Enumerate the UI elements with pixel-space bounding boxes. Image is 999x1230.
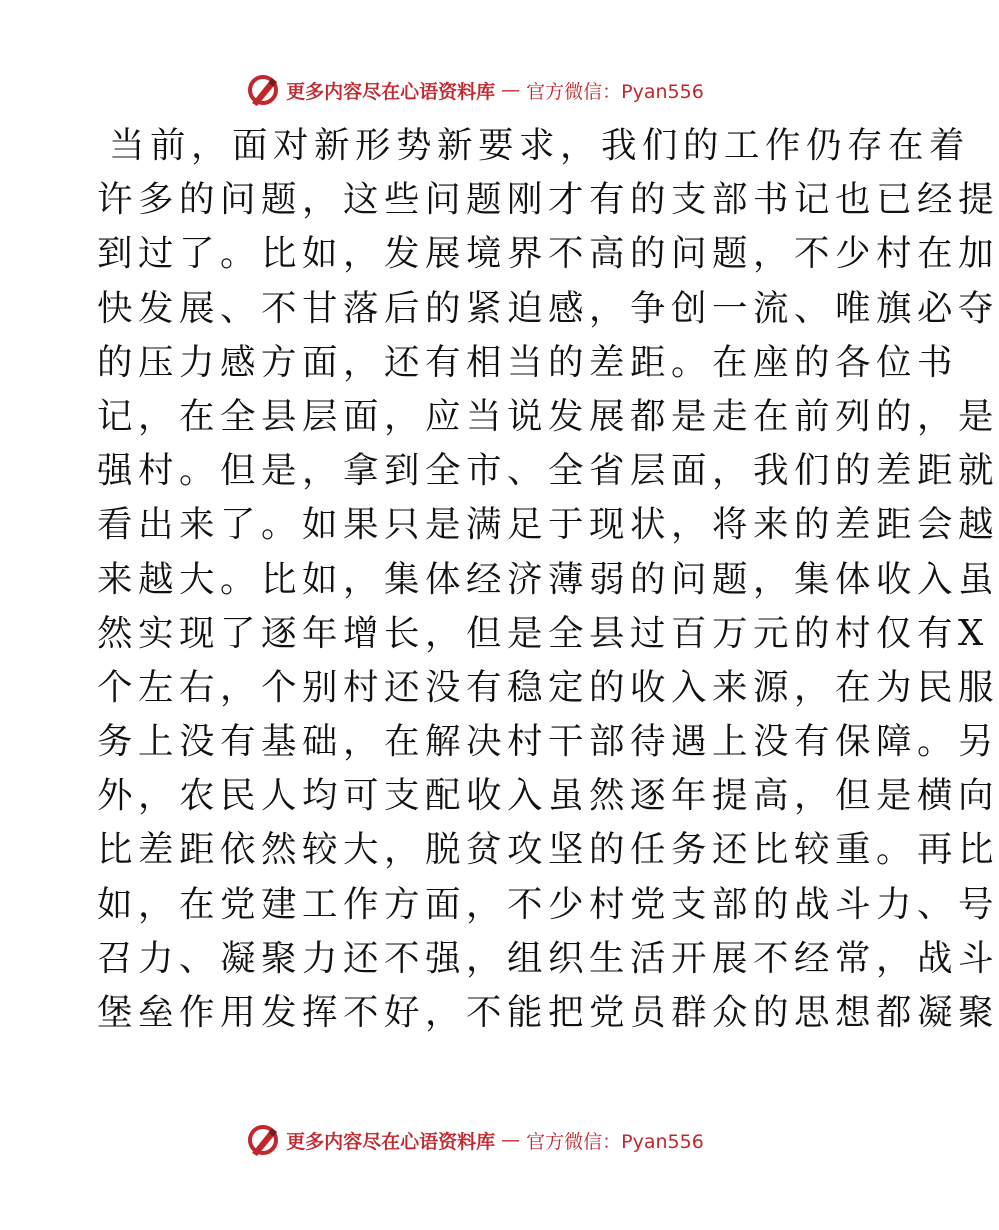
banner-contact: 官方微信：Pyan556 bbox=[526, 80, 704, 103]
body-line: 当前，面对新形势新要求，我们的工作仍存在着 bbox=[109, 125, 971, 166]
body-line: 的压力感方面，还有相当的差距。在座的各位书 bbox=[97, 341, 959, 383]
body-line: 快发展、不甘落后的紧迫感，争创一流、唯旗必夺 bbox=[97, 287, 999, 329]
body-line: 如，在党建工作方面，不少村党支部的战斗力、号 bbox=[97, 883, 999, 925]
body-line: 然实现了逐年增长，但是全县过百万元的村仅有X bbox=[97, 612, 989, 654]
body-line: 比差距依然较大，脱贫攻坚的任务还比较重。再比 bbox=[97, 829, 999, 871]
banner-separator: — bbox=[501, 1129, 521, 1151]
body-line: 外，农民人均可支配收入虽然逐年提高，但是横向 bbox=[97, 775, 999, 817]
header-banner bbox=[0, 70, 950, 110]
body-line: 来越大。比如，集体经济薄弱的问题，集体收入虽 bbox=[97, 558, 999, 600]
body-line: 记，在全县层面，应当说发展都是走在前列的，是 bbox=[97, 395, 999, 437]
pen-circle-logo-icon bbox=[246, 73, 280, 107]
banner-title: 更多内容尽在心语资料库 bbox=[286, 80, 496, 103]
body-line: 到过了。比如，发展境界不高的问题，不少村在加 bbox=[97, 233, 999, 275]
body-line: 强村。但是，拿到全市、全省层面，我们的差距就 bbox=[97, 450, 999, 492]
body-line: 务上没有基础，在解决村干部待遇上没有保障。另 bbox=[97, 721, 999, 763]
banner-separator: — bbox=[501, 79, 521, 101]
body-line: 个左右，个别村还没有稳定的收入来源，在为民服 bbox=[97, 666, 999, 708]
footer-banner bbox=[0, 1120, 950, 1160]
body-line: 许多的问题，这些问题刚才有的支部书记也已经提 bbox=[97, 179, 999, 221]
banner-contact: 官方微信：Pyan556 bbox=[526, 1130, 704, 1153]
pen-circle-logo-icon bbox=[246, 1123, 280, 1157]
document-body bbox=[97, 119, 999, 1040]
banner-title: 更多内容尽在心语资料库 bbox=[286, 1130, 496, 1153]
body-line: 召力、凝聚力还不强，组织生活开展不经常，战斗 bbox=[97, 937, 999, 979]
body-line: 看出来了。如果只是满足于现状，将来的差距会越 bbox=[97, 504, 999, 546]
body-line: 堡垒作用发挥不好，不能把党员群众的思想都凝聚 bbox=[97, 992, 999, 1033]
